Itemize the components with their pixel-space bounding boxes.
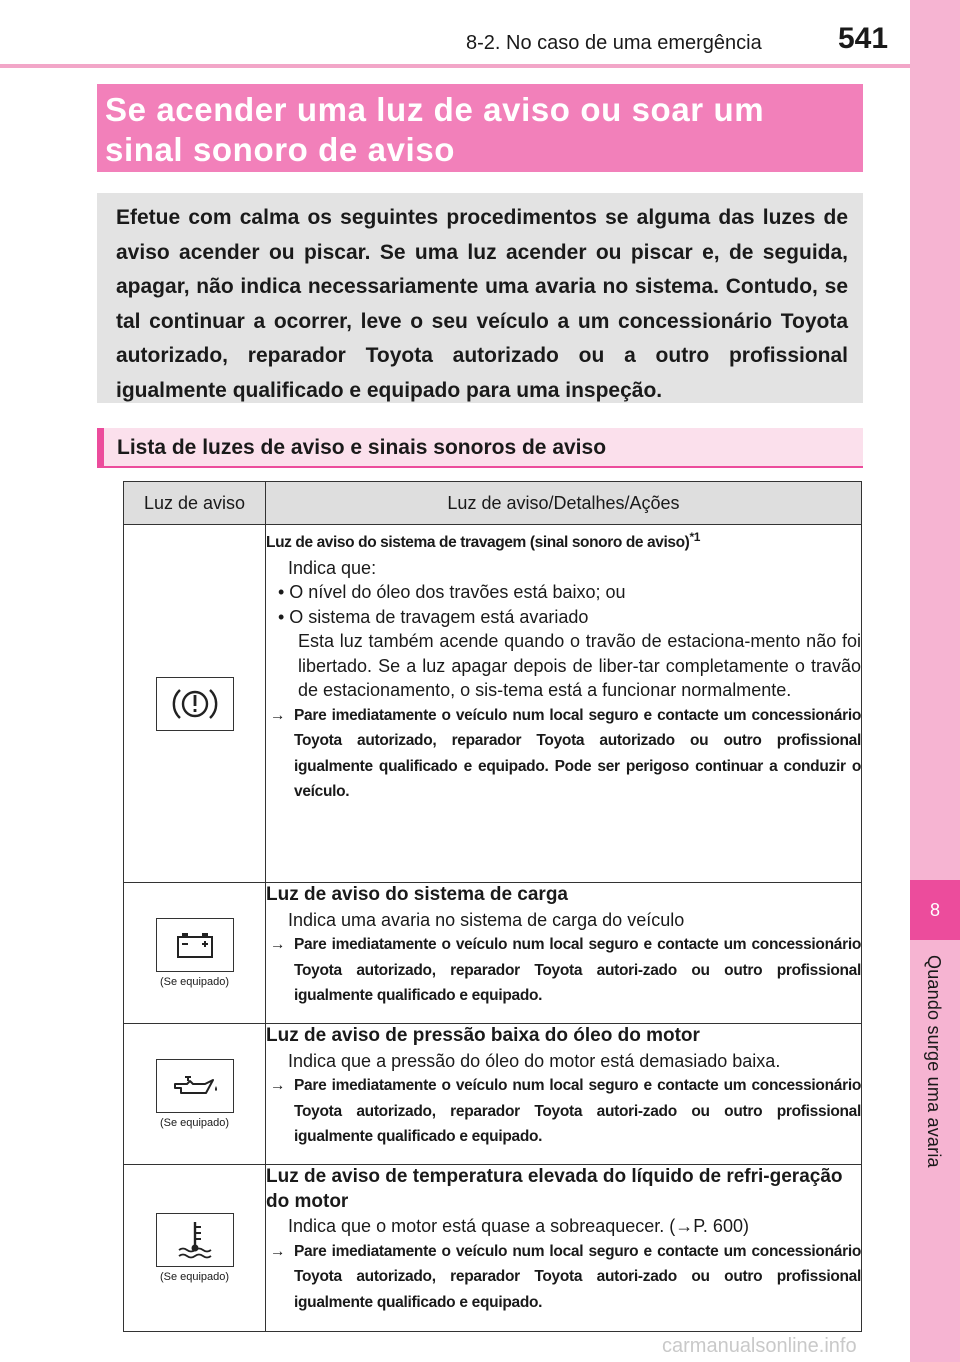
column-header-light: Luz de aviso xyxy=(124,482,266,525)
action-text: → Pare imediatamente o veículo num local seguro e contacte um concessionário Toyota autorizado, reparador Toyota autorizado ou outro profissional igualmente qualificado e equipado. Pode ser perigoso continuar a conduzir o veículo. xyxy=(266,703,861,805)
light-detail: Indica que o motor está quase a sobreaquecer. (→P. 600) xyxy=(288,1216,749,1236)
header-rule xyxy=(0,64,910,68)
detail-cell xyxy=(266,1024,862,1165)
equipped-note: (Se equipado) xyxy=(159,1117,230,1129)
detail-cell xyxy=(266,1165,862,1332)
icon-cell xyxy=(124,525,266,883)
footnote-marker: *1 xyxy=(689,530,700,544)
chapter-number: 8 xyxy=(910,880,960,940)
page-title-line2: sinal sonoro de aviso xyxy=(105,131,456,168)
warning-lights-table xyxy=(123,481,862,1332)
icon-cell xyxy=(124,1165,266,1332)
light-title: Luz de aviso do sistema de carga xyxy=(266,884,568,905)
watermark: carmanualsonline.info xyxy=(662,1335,857,1357)
detail-cell xyxy=(266,525,862,883)
light-bullet: • O sistema de travagem está avariado xyxy=(278,606,589,627)
table-row xyxy=(124,525,862,883)
equipped-note: (Se equipado) xyxy=(159,976,230,988)
arrow-icon: → xyxy=(270,706,286,724)
detail-cell xyxy=(266,883,862,1024)
equipped-note: (Se equipado) xyxy=(159,1271,230,1283)
page-number: 541 xyxy=(838,22,889,55)
light-bullet-detail: Esta luz também acende quando o travão de estaciona-mento não foi libertado. Se a luz apagar depois de liber-tar completamente o travão de estacionamento, o sis-tema está a funcionar normalmente. xyxy=(298,631,861,701)
table-row xyxy=(124,1165,862,1332)
arrow-icon: → xyxy=(270,1242,286,1260)
section-title: 8-2. No caso de uma emergência xyxy=(466,32,762,54)
action-text: → Pare imediatamente o veículo num local seguro e contacte um concessionário Toyota autorizado, reparador Toyota autori-zado ou outro profissional igualmente qualificado e equipado. xyxy=(266,932,861,1009)
light-title: Luz de aviso do sistema de travagem (sinal sonoro de aviso)$^{*1}$ xyxy=(266,530,700,552)
chapter-label: Quando surge uma avaria xyxy=(924,955,944,1168)
coolant-temperature-icon xyxy=(156,1213,234,1267)
oil-pressure-icon xyxy=(156,1059,234,1113)
subheading-accent xyxy=(97,428,104,466)
subheading: Lista de luzes de aviso e sinais sonoros de aviso xyxy=(117,436,607,459)
table-row xyxy=(124,883,862,1024)
action-text: → Pare imediatamente o veículo num local seguro e contacte um concessionário Toyota autorizado, reparador Toyota autori-zado ou outro profissional igualmente qualificado e equipado. xyxy=(266,1239,861,1316)
battery-icon xyxy=(156,918,234,972)
table-row xyxy=(124,1024,862,1165)
arrow-icon: → xyxy=(270,1077,286,1094)
brake-warning-icon xyxy=(156,677,234,731)
action-text: → Pare imediatamente o veículo num local seguro e contacte um concessionário Toyota autorizado, reparador Toyota autori-zado ou outro profissional igualmente qualificado e equipado. xyxy=(266,1073,861,1150)
page-title xyxy=(105,90,855,170)
intro-text: Efetue com calma os seguintes procedimentos se alguma das luzes de aviso acender ou piscar. Se uma luz acender ou piscar e, de seguida, apagar, não indica necessariamente uma avaria no sistema. Contudo, se tal continuar a ocorrer, leve o seu veículo a um concessionário Toyota autorizado, reparador Toyota autorizado ou a outro profissional igualmente qualificado e equipado para uma inspeção. xyxy=(116,206,848,402)
subheading-underline xyxy=(97,466,863,468)
light-title: Luz de aviso de pressão baixa do óleo do motor xyxy=(266,1025,700,1046)
column-header-details: Luz de aviso/Detalhes/Ações xyxy=(266,482,862,525)
icon-cell xyxy=(124,1024,266,1165)
light-bullet: • O nível do óleo dos travões está baixo; ou xyxy=(278,582,626,603)
light-title: Luz de aviso de temperatura elevada do líquido de refri-geração do motor xyxy=(266,1166,843,1212)
page-title-line1: Se acender uma luz de aviso ou soar um xyxy=(105,91,765,128)
light-detail: Indica que a pressão do óleo do motor está demasiado baixa. xyxy=(288,1050,781,1071)
arrow-icon: → xyxy=(270,936,286,953)
light-intro: Indica que: xyxy=(288,557,377,578)
icon-cell xyxy=(124,883,266,1024)
table-header-row xyxy=(124,482,862,525)
light-detail: Indica uma avaria no sistema de carga do veículo xyxy=(288,909,685,930)
